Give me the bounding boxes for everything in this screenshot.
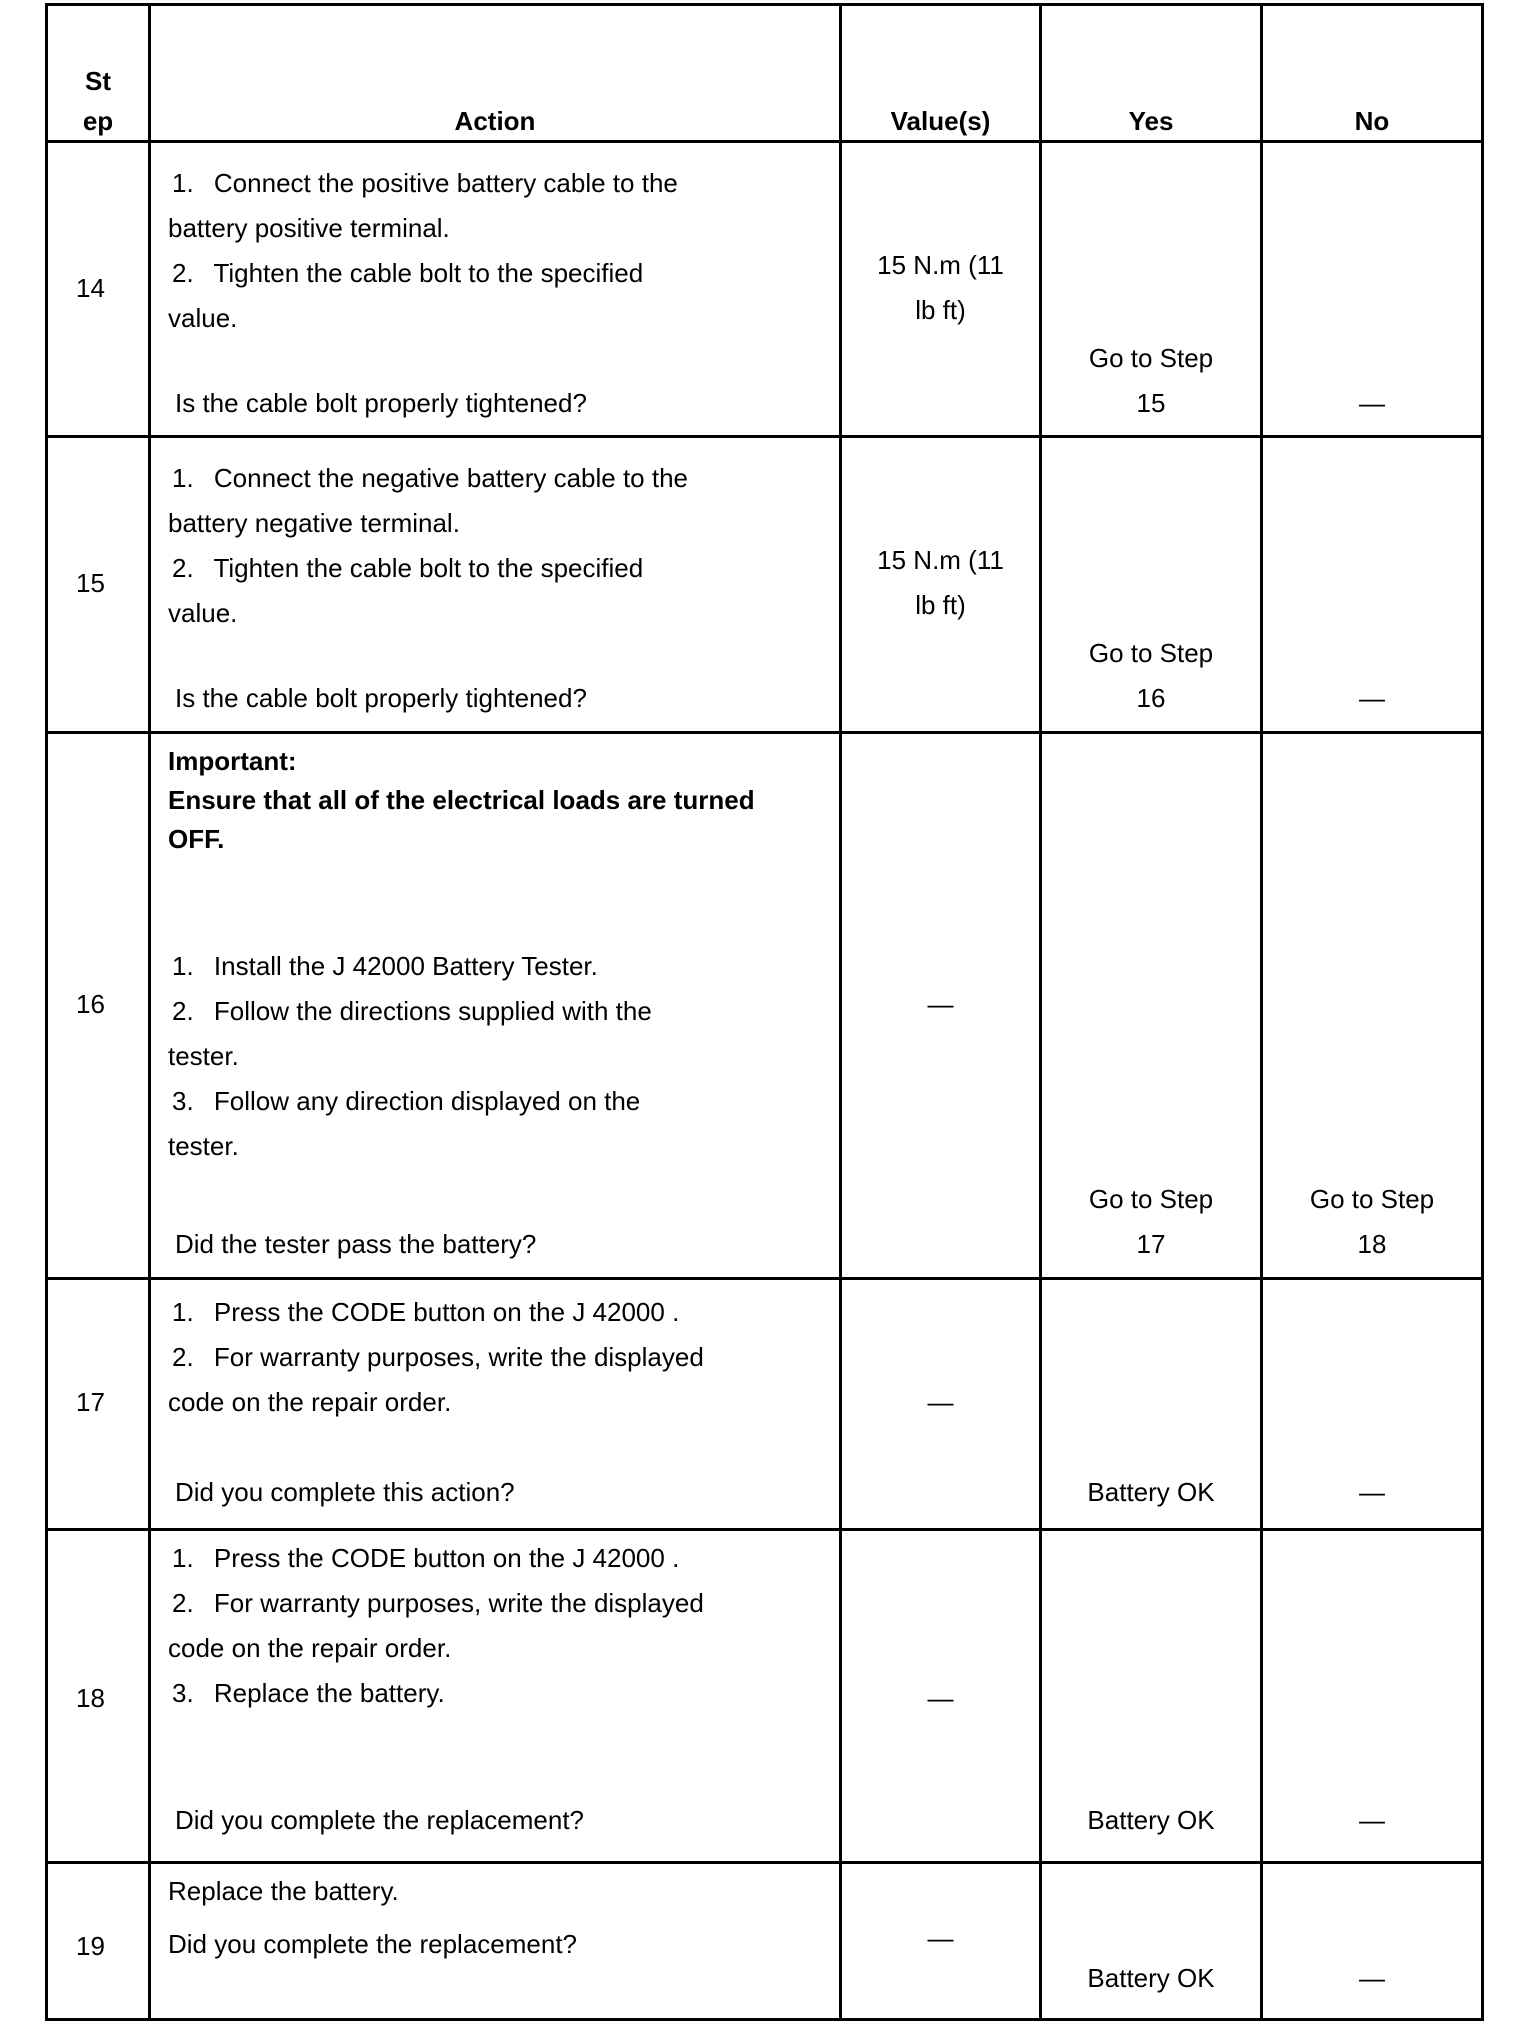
value-dash: — [927, 1683, 954, 1713]
table-row [47, 437, 1483, 733]
step-number: 17 [76, 1387, 105, 1417]
yes-line2: 17 [1136, 1229, 1166, 1259]
step-cell [47, 1530, 150, 1863]
action-cell [150, 1863, 841, 2020]
header-no-cell [1262, 5, 1483, 142]
header-no: No [1354, 106, 1390, 136]
header-step-line2: ep [82, 106, 114, 136]
no-cell [1262, 1530, 1483, 1863]
step-cell [47, 142, 150, 437]
list-item: 1. Connect the negative battery cable to the [172, 463, 689, 493]
value-line2: lb ft) [915, 295, 966, 325]
value-dash: — [927, 1387, 954, 1417]
important-note [168, 742, 755, 859]
action-list [168, 1290, 704, 1425]
question: Did the tester pass the battery? [175, 1229, 537, 1259]
step-number: 16 [76, 989, 105, 1019]
action-list [168, 456, 688, 636]
no-line2: 18 [1357, 1229, 1387, 1259]
list-item: code on the repair order. [168, 1387, 452, 1417]
step-cell [47, 1863, 150, 2020]
value-cell [841, 1863, 1041, 2020]
action-cell [150, 1279, 841, 1530]
value-line1: 15 N.m (11 [877, 545, 1004, 575]
step-number: 19 [76, 1931, 105, 1961]
important-text-line1: Ensure that all of the electrical loads are turned [168, 785, 755, 815]
list-item: tester. [168, 1131, 239, 1161]
list-item: 3. Replace the battery. [172, 1678, 445, 1708]
list-item: 2. For warranty purposes, write the displayed [172, 1342, 704, 1372]
action-cell [150, 1530, 841, 1863]
action-list [168, 944, 652, 1169]
diagnostic-steps-table [45, 3, 1484, 2021]
list-item: 2. For warranty purposes, write the displayed [172, 1588, 704, 1618]
value-cell [841, 437, 1041, 733]
header-row [47, 5, 1483, 142]
question: Did you complete this action? [175, 1477, 515, 1507]
step-cell [47, 733, 150, 1279]
list-item: value. [168, 598, 238, 628]
list-item: value. [168, 303, 238, 333]
value-line2: lb ft) [915, 590, 966, 620]
list-item: 2. Tighten the cable bolt to the specified [172, 553, 644, 583]
value-cell [841, 1530, 1041, 1863]
table-row [47, 1863, 1483, 2020]
value-dash: — [927, 989, 954, 1019]
header-yes: Yes [1128, 106, 1174, 136]
list-item: 1. Press the CODE button on the J 42000 . [172, 1297, 680, 1327]
important-label: Important: [168, 746, 297, 776]
step-number: 18 [76, 1683, 105, 1713]
yes-line2: 15 [1136, 388, 1166, 418]
yes-cell [1041, 142, 1262, 437]
step-cell [47, 1279, 150, 1530]
list-item: code on the repair order. [168, 1633, 452, 1663]
list-item: 2. Follow the directions supplied with the [172, 996, 652, 1026]
action-list [168, 1536, 704, 1716]
action-cell [150, 142, 841, 437]
step-cell [47, 437, 150, 733]
no-value: — [1359, 683, 1385, 713]
action-cell [150, 733, 841, 1279]
table-row [47, 142, 1483, 437]
step-number: 14 [76, 273, 105, 303]
table-row [47, 1279, 1483, 1530]
important-text-line2: OFF. [168, 824, 225, 854]
no-value: — [1359, 388, 1385, 418]
value-dash: — [927, 1923, 954, 1953]
list-item: 3. Follow any direction displayed on the [172, 1086, 641, 1116]
header-action-cell [150, 5, 841, 142]
value-cell [841, 142, 1041, 437]
no-cell [1262, 142, 1483, 437]
question: Is the cable bolt properly tightened? [175, 388, 587, 418]
no-value: — [1359, 1963, 1385, 1993]
yes-cell [1041, 437, 1262, 733]
yes-line1: Go to Step [1088, 638, 1214, 668]
no-line1: Go to Step [1309, 1184, 1435, 1214]
yes-value: Battery OK [1087, 1963, 1215, 1993]
table-row [47, 733, 1483, 1279]
table-row [47, 1530, 1483, 1863]
yes-cell [1041, 733, 1262, 1279]
question: Did you complete the replacement? [175, 1805, 585, 1835]
header-values: Value(s) [890, 106, 991, 136]
yes-line1: Go to Step [1088, 1184, 1214, 1214]
header-values-cell [841, 5, 1041, 142]
yes-value: Battery OK [1087, 1477, 1215, 1507]
action-line1: Replace the battery. [168, 1876, 399, 1906]
list-item: 1. Connect the positive battery cable to the [172, 168, 678, 198]
question: Did you complete the replacement? [168, 1929, 578, 1959]
value-cell [841, 733, 1041, 1279]
yes-cell [1041, 1279, 1262, 1530]
list-item: 1. Press the CODE button on the J 42000 . [172, 1543, 680, 1573]
yes-value: Battery OK [1087, 1805, 1215, 1835]
action-list [168, 161, 678, 341]
value-cell [841, 1279, 1041, 1530]
no-value: — [1359, 1805, 1385, 1835]
header-action: Action [454, 106, 536, 136]
value-line1: 15 N.m (11 [877, 250, 1004, 280]
no-cell [1262, 437, 1483, 733]
question: Is the cable bolt properly tightened? [175, 683, 587, 713]
yes-line2: 16 [1136, 683, 1166, 713]
action-cell [150, 437, 841, 733]
list-item: 1. Install the J 42000 Battery Tester. [172, 951, 598, 981]
yes-cell [1041, 1530, 1262, 1863]
list-item: battery positive terminal. [168, 213, 450, 243]
yes-cell [1041, 1863, 1262, 2020]
yes-line1: Go to Step [1088, 343, 1214, 373]
header-step-line1: St [85, 66, 111, 96]
list-item: battery negative terminal. [168, 508, 460, 538]
header-step-cell [47, 5, 150, 142]
step-number: 15 [76, 568, 105, 598]
list-item: tester. [168, 1041, 239, 1071]
no-cell [1262, 733, 1483, 1279]
header-yes-cell [1041, 5, 1262, 142]
no-value: — [1359, 1477, 1385, 1507]
list-item: 2. Tighten the cable bolt to the specified [172, 258, 644, 288]
no-cell [1262, 1279, 1483, 1530]
no-cell [1262, 1863, 1483, 2020]
